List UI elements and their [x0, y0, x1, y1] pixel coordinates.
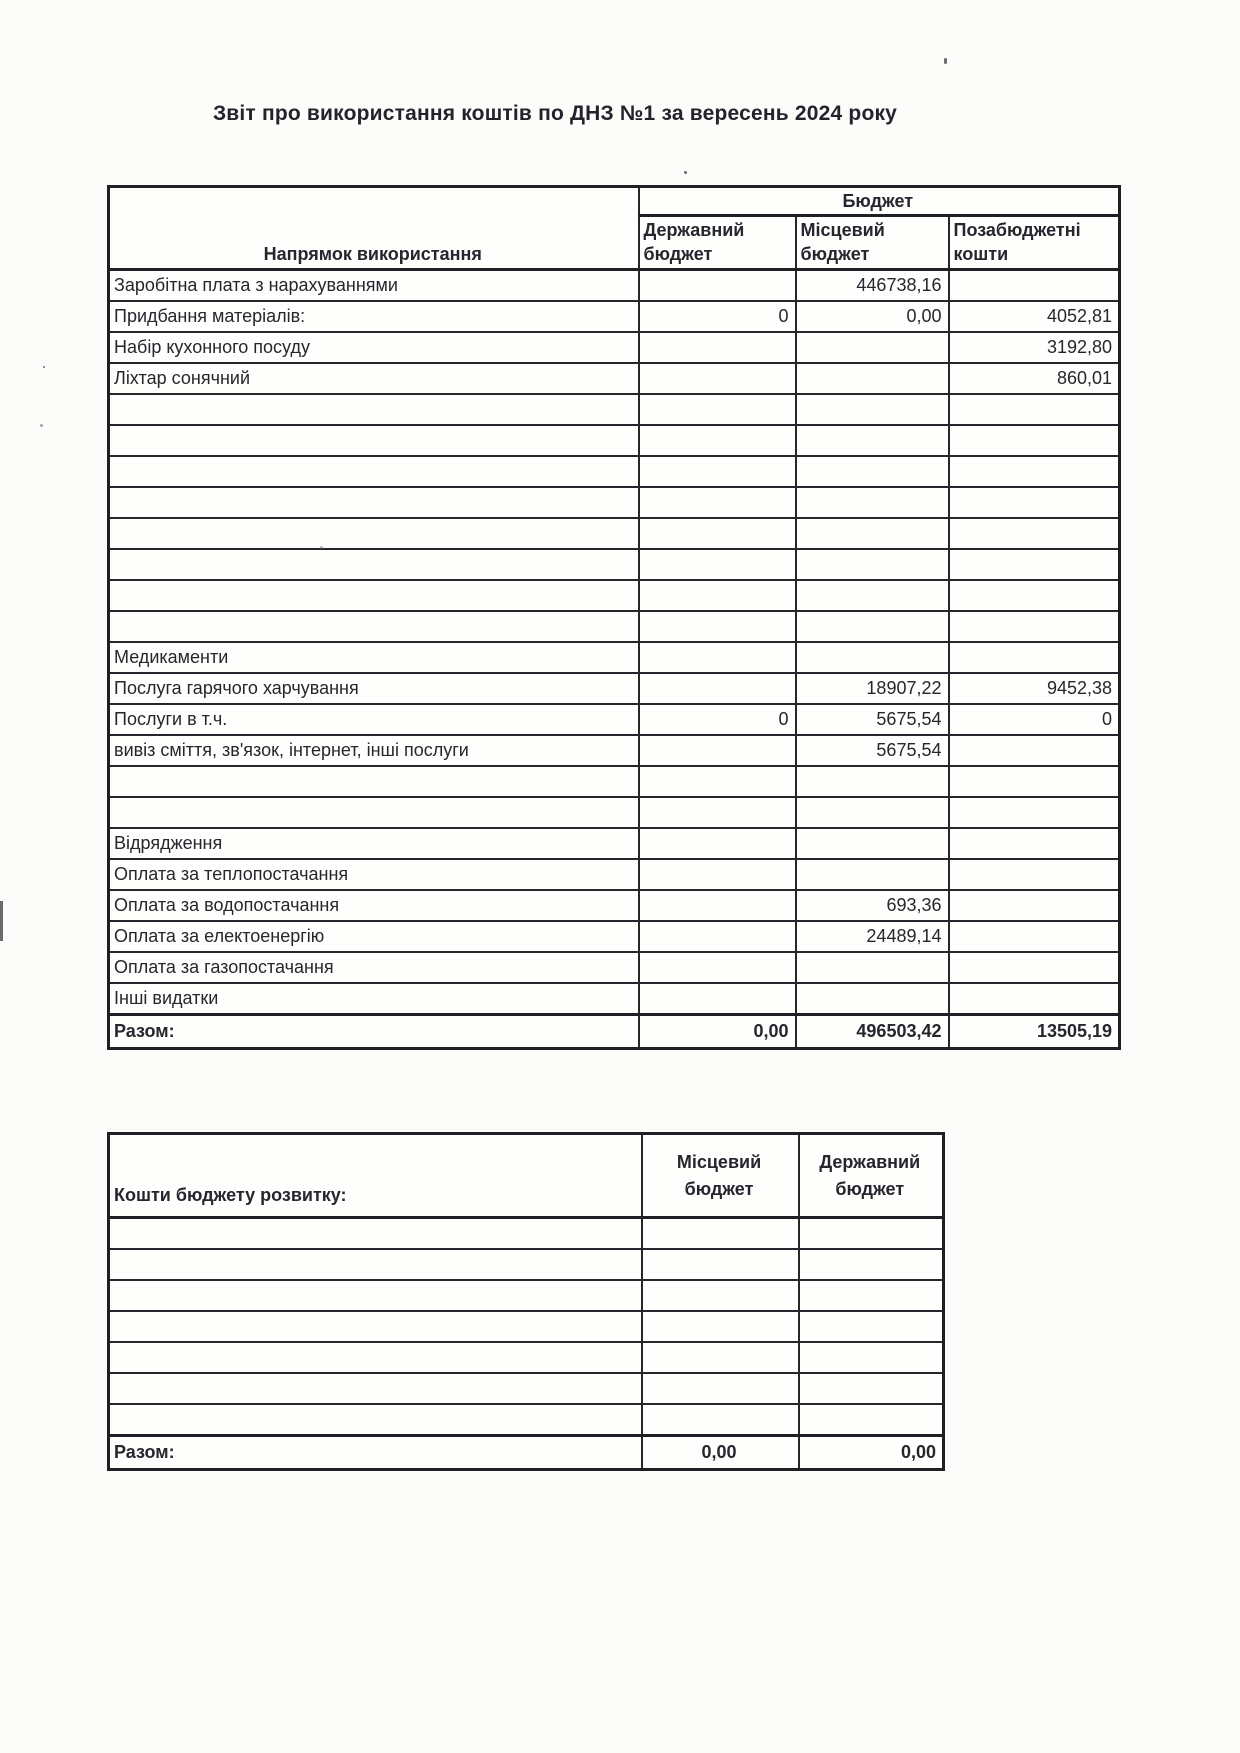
- expense-label: Оплата за теплопостачання: [109, 859, 639, 890]
- extrabudget-value: [949, 766, 1120, 797]
- state-budget-value: [799, 1373, 944, 1404]
- development-label: [109, 1404, 642, 1436]
- expense-label: [109, 487, 639, 518]
- extrabudget-value: [949, 487, 1120, 518]
- state-budget-value: [799, 1404, 944, 1436]
- expense-label: [109, 549, 639, 580]
- scan-speck: [43, 366, 45, 368]
- extrabudget-value: [949, 797, 1120, 828]
- local-budget-value: [796, 611, 949, 642]
- state-budget-value: [639, 580, 796, 611]
- expenses-table: [107, 185, 1121, 1050]
- expense-row: [109, 921, 1120, 952]
- expense-label: Інші видатки: [109, 983, 639, 1015]
- local-budget-value: [642, 1218, 799, 1250]
- local-budget-value: [642, 1249, 799, 1280]
- empty-row: [109, 487, 1120, 518]
- extrabudget-value: [949, 425, 1120, 456]
- column-header-local-budget: Місцевий бюджет: [642, 1134, 799, 1218]
- development-label: [109, 1218, 642, 1250]
- total-row: [109, 1014, 1120, 1048]
- column-header-direction: Напрямок використання: [109, 187, 639, 270]
- expense-label: Послуга гарячого харчування: [109, 673, 639, 704]
- local-budget-value: 693,36: [796, 890, 949, 921]
- empty-row: [109, 797, 1120, 828]
- development-label: [109, 1249, 642, 1280]
- scan-speck: [684, 171, 687, 174]
- extrabudget-value: [949, 735, 1120, 766]
- development-label: [109, 1280, 642, 1311]
- state-budget-value: [639, 456, 796, 487]
- empty-row: [109, 1404, 944, 1436]
- state-budget-value: [639, 611, 796, 642]
- local-budget-value: [796, 797, 949, 828]
- expense-row: [109, 642, 1120, 673]
- expense-label: [109, 797, 639, 828]
- total-row: [109, 1436, 944, 1470]
- state-budget-value: [639, 735, 796, 766]
- local-budget-value: 0,00: [796, 301, 949, 332]
- state-budget-value: [639, 487, 796, 518]
- local-budget-value: [796, 518, 949, 549]
- local-budget-value: [796, 549, 949, 580]
- local-budget-value: [796, 580, 949, 611]
- local-budget-value: [796, 859, 949, 890]
- expense-row: [109, 332, 1120, 363]
- empty-row: [109, 1373, 944, 1404]
- extrabudget-value: [949, 828, 1120, 859]
- scan-speck: [40, 424, 43, 427]
- expense-label: Відрядження: [109, 828, 639, 859]
- local-budget-value: [642, 1342, 799, 1373]
- expense-label: [109, 518, 639, 549]
- extrabudget-value: [949, 580, 1120, 611]
- state-budget-value: [639, 828, 796, 859]
- total-extrabudget: 13505,19: [949, 1014, 1120, 1048]
- expense-label: Оплата за водопостачання: [109, 890, 639, 921]
- local-budget-value: [796, 332, 949, 363]
- local-budget-value: [642, 1373, 799, 1404]
- column-header-local-budget: Місцевий бюджет: [796, 216, 949, 270]
- empty-row: [109, 456, 1120, 487]
- state-budget-value: [639, 983, 796, 1015]
- extrabudget-value: [949, 269, 1120, 301]
- extrabudget-value: [949, 549, 1120, 580]
- extrabudget-value: 860,01: [949, 363, 1120, 394]
- state-budget-value: 0: [639, 704, 796, 735]
- expense-row: [109, 735, 1120, 766]
- state-budget-value: [799, 1342, 944, 1373]
- state-budget-value: [799, 1311, 944, 1342]
- local-budget-value: [796, 425, 949, 456]
- column-group-header-budget: Бюджет: [639, 187, 1120, 216]
- column-header-state-budget: Державний бюджет: [639, 216, 796, 270]
- total-local-budget: 496503,42: [796, 1014, 949, 1048]
- extrabudget-value: 3192,80: [949, 332, 1120, 363]
- expense-label: Оплата за електоенергію: [109, 921, 639, 952]
- extrabudget-value: [949, 642, 1120, 673]
- empty-row: [109, 611, 1120, 642]
- expense-label: вивіз сміття, зв'язок, інтернет, інші послуги: [109, 735, 639, 766]
- local-budget-value: [796, 828, 949, 859]
- local-budget-value: 446738,16: [796, 269, 949, 301]
- empty-row: [109, 1280, 944, 1311]
- page-title: Звіт про використання коштів по ДНЗ №1 за вересень 2024 року: [212, 102, 898, 125]
- local-budget-value: [796, 394, 949, 425]
- scan-speck: [944, 58, 947, 64]
- empty-row: [109, 766, 1120, 797]
- column-header-state-budget: Державний бюджет: [799, 1134, 944, 1218]
- state-budget-value: [799, 1280, 944, 1311]
- extrabudget-value: 4052,81: [949, 301, 1120, 332]
- extrabudget-value: [949, 611, 1120, 642]
- state-budget-value: [799, 1249, 944, 1280]
- local-budget-value: 24489,14: [796, 921, 949, 952]
- local-budget-value: [796, 363, 949, 394]
- empty-row: [109, 580, 1120, 611]
- expense-row: [109, 983, 1120, 1015]
- development-label: [109, 1373, 642, 1404]
- expense-label: Послуги в т.ч.: [109, 704, 639, 735]
- empty-row: [109, 394, 1120, 425]
- local-budget-value: [642, 1404, 799, 1436]
- extrabudget-value: [949, 983, 1120, 1015]
- expense-label: [109, 580, 639, 611]
- state-budget-value: [639, 269, 796, 301]
- state-budget-value: [639, 859, 796, 890]
- extrabudget-value: [949, 456, 1120, 487]
- expense-row: [109, 673, 1120, 704]
- expense-row: [109, 952, 1120, 983]
- total-state-budget: 0,00: [799, 1436, 944, 1470]
- total-local-budget: 0,00: [642, 1436, 799, 1470]
- extrabudget-value: [949, 890, 1120, 921]
- local-budget-value: [642, 1311, 799, 1342]
- total-label: Разом:: [109, 1014, 639, 1048]
- expense-label: [109, 456, 639, 487]
- state-budget-value: [639, 766, 796, 797]
- expense-label: Заробітна плата з нарахуваннями: [109, 269, 639, 301]
- column-header-development-funds: Кошти бюджету розвитку:: [109, 1134, 642, 1218]
- expense-row: [109, 859, 1120, 890]
- local-budget-value: [642, 1280, 799, 1311]
- expense-label: [109, 766, 639, 797]
- expense-label: [109, 611, 639, 642]
- state-budget-value: [639, 394, 796, 425]
- expense-row: [109, 704, 1120, 735]
- local-budget-value: [796, 983, 949, 1015]
- local-budget-value: [796, 952, 949, 983]
- local-budget-value: [796, 766, 949, 797]
- extrabudget-value: 0: [949, 704, 1120, 735]
- expense-label: Медикаменти: [109, 642, 639, 673]
- development-budget-table: [107, 1132, 945, 1471]
- expense-row: [109, 269, 1120, 301]
- total-state-budget: 0,00: [639, 1014, 796, 1048]
- local-budget-value: [796, 487, 949, 518]
- state-budget-value: [639, 921, 796, 952]
- state-budget-value: [639, 332, 796, 363]
- state-budget-value: [639, 642, 796, 673]
- state-budget-value: [799, 1218, 944, 1250]
- local-budget-value: [796, 642, 949, 673]
- extrabudget-value: [949, 518, 1120, 549]
- state-budget-value: [639, 890, 796, 921]
- scan-edge-artifact: [0, 901, 3, 941]
- local-budget-value: [796, 456, 949, 487]
- expense-label: [109, 394, 639, 425]
- state-budget-value: [639, 363, 796, 394]
- local-budget-value: 5675,54: [796, 735, 949, 766]
- state-budget-value: [639, 425, 796, 456]
- state-budget-value: [639, 952, 796, 983]
- extrabudget-value: 9452,38: [949, 673, 1120, 704]
- expense-row: [109, 828, 1120, 859]
- expense-label: Ліхтар сонячний: [109, 363, 639, 394]
- empty-row: [109, 1249, 944, 1280]
- header-row: [109, 1134, 944, 1218]
- empty-row: [109, 549, 1120, 580]
- expense-row: [109, 363, 1120, 394]
- state-budget-value: [639, 518, 796, 549]
- state-budget-value: 0: [639, 301, 796, 332]
- empty-row: [109, 1342, 944, 1373]
- header-row-budget: [109, 187, 1120, 216]
- expense-row: [109, 890, 1120, 921]
- column-header-extrabudget-funds: Позабюджетні кошти: [949, 216, 1120, 270]
- expense-label: [109, 425, 639, 456]
- extrabudget-value: [949, 394, 1120, 425]
- total-label: Разом:: [109, 1436, 642, 1470]
- expense-row: [109, 301, 1120, 332]
- expense-label: Набір кухонного посуду: [109, 332, 639, 363]
- extrabudget-value: [949, 859, 1120, 890]
- empty-row: [109, 518, 1120, 549]
- development-label: [109, 1342, 642, 1373]
- empty-row: [109, 1218, 944, 1250]
- local-budget-value: 5675,54: [796, 704, 949, 735]
- state-budget-value: [639, 673, 796, 704]
- local-budget-value: 18907,22: [796, 673, 949, 704]
- empty-row: [109, 425, 1120, 456]
- state-budget-value: [639, 549, 796, 580]
- scan-speck: [320, 546, 323, 549]
- development-label: [109, 1311, 642, 1342]
- expense-label: Оплата за газопостачання: [109, 952, 639, 983]
- state-budget-value: [639, 797, 796, 828]
- extrabudget-value: [949, 952, 1120, 983]
- extrabudget-value: [949, 921, 1120, 952]
- empty-row: [109, 1311, 944, 1342]
- expense-label: Придбання матеріалів:: [109, 301, 639, 332]
